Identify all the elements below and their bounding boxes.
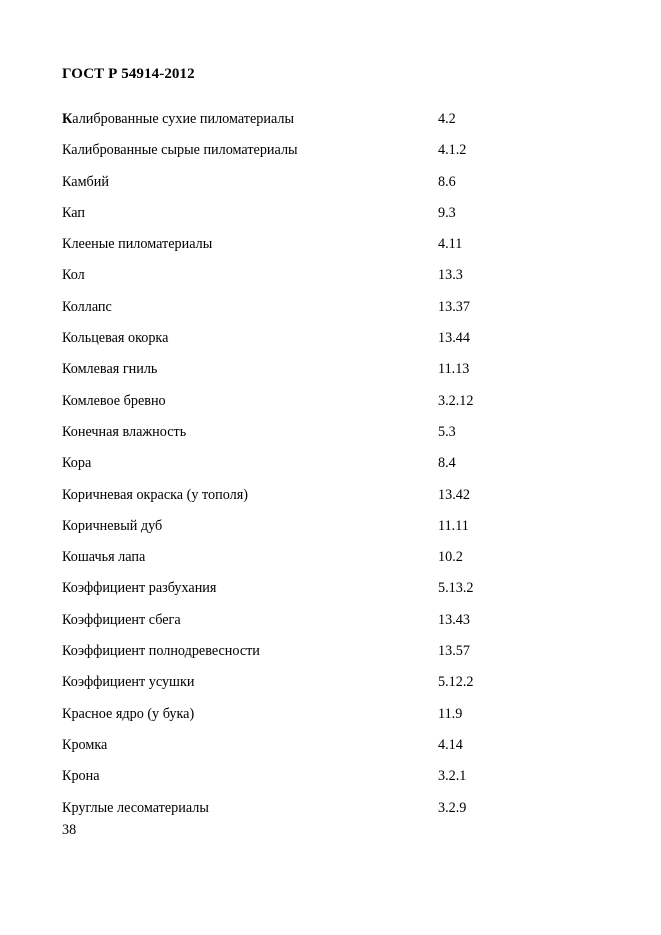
index-term-text: Коэффициент полнодревесности [62,643,260,660]
index-term [62,453,91,473]
index-term [62,516,162,536]
index-term-text: Конечная влажность [62,423,187,440]
index-term-text: Коэффициент усушки [62,674,195,691]
index-reference-number: 13.57 [438,643,470,660]
index-reference-number: 13.42 [438,486,470,503]
index-entry [62,766,602,797]
index-term [62,485,248,505]
index-term [62,172,109,192]
index-term [62,109,294,129]
index-term-text: Комлевое бревно [62,392,166,409]
index-reference-number: 8.4 [438,455,456,472]
index-term [62,203,85,223]
index-term [62,672,194,692]
index-reference-number: 8.6 [438,173,456,190]
section-initial-letter: К [62,111,73,127]
standard-code: ГОСТ Р 54914-2012 [62,66,195,82]
index-reference-number: 5.3 [438,423,456,440]
index-term [62,766,100,786]
index-term [62,422,186,442]
index-term-text: Коричневый дуб [62,517,163,534]
index-entry [62,203,602,234]
index-reference-number: 4.11 [438,236,463,253]
index-entry [62,704,602,735]
index-term-text: Кошачья лапа [62,549,146,566]
index-term [62,641,260,661]
index-term [62,578,216,598]
index-entry [62,172,602,203]
index-entry [62,672,602,703]
page-number: 38 [62,822,77,838]
index-reference-number: 11.9 [438,705,463,722]
index-entry [62,641,602,672]
index-term [62,391,166,411]
index-term [62,798,209,818]
index-reference-number: 13.37 [438,298,470,315]
index-entry [62,547,602,578]
index-term [62,359,157,379]
index-term [62,265,85,285]
index-reference-number: 10.2 [438,549,463,566]
index-entry [62,328,602,359]
index-reference-number: 13.44 [438,330,470,347]
index-term-text: Кора [62,455,92,472]
index-entry [62,485,602,516]
index-entry [62,391,602,422]
index-term-text: Крона [62,768,100,785]
index-entry [62,735,602,766]
index-term-text: Кромка [62,736,108,753]
term-index-list [62,109,602,829]
index-reference-number: 5.12.2 [438,674,474,691]
index-reference-number: 3.2.9 [438,799,467,816]
index-term-text: алиброванные сухие пиломатериалы [72,111,295,127]
index-term [62,328,168,348]
index-reference-number: 11.13 [438,361,470,378]
index-term-text: Камбий [62,173,109,190]
index-reference-number: 3.2.1 [438,768,467,785]
index-reference-number: 4.1.2 [438,142,467,159]
index-term [62,234,212,254]
index-reference-number: 13.43 [438,611,470,628]
index-entry [62,359,602,390]
index-term-text: Круглые лесоматериалы [62,799,209,816]
index-term-text: Коллапс [62,298,112,315]
index-entry [62,610,602,641]
index-term-text: Красное ядро (у бука) [62,705,195,722]
index-term-text: Коэффициент разбухания [62,580,217,597]
index-entry [62,422,602,453]
index-term-text: Комлевая гниль [62,361,158,378]
index-term [62,547,145,567]
index-term-text: Клееные пиломатериалы [62,236,213,253]
index-entry [62,234,602,265]
index-reference-number: 13.3 [438,267,463,284]
document-header [62,66,195,83]
index-entry [62,453,602,484]
index-term-text: Кол [62,267,85,284]
index-term [62,610,181,630]
index-reference-number: 3.2.12 [438,392,474,409]
index-term [62,735,107,755]
index-reference-number: 9.3 [438,204,456,221]
index-term-text: Коэффициент сбега [62,611,181,628]
index-term-text: Кап [62,204,85,221]
index-entry [62,140,602,171]
index-term-text: Кольцевая окорка [62,330,169,347]
index-entry [62,109,602,140]
index-term [62,297,112,317]
index-entry [62,516,602,547]
index-reference-number: 4.2 [438,111,456,127]
index-entry [62,265,602,296]
index-term [62,704,194,724]
index-term-text: Калиброванные сырые пиломатериалы [62,142,298,159]
index-reference-number: 5.13.2 [438,580,474,597]
index-entry [62,798,602,829]
index-term-text: Коричневая окраска (у тополя) [62,486,248,503]
index-reference-number: 4.14 [438,736,463,753]
index-reference-number: 11.11 [438,517,469,534]
index-entry [62,297,602,328]
index-entry [62,578,602,609]
index-term [62,140,298,160]
